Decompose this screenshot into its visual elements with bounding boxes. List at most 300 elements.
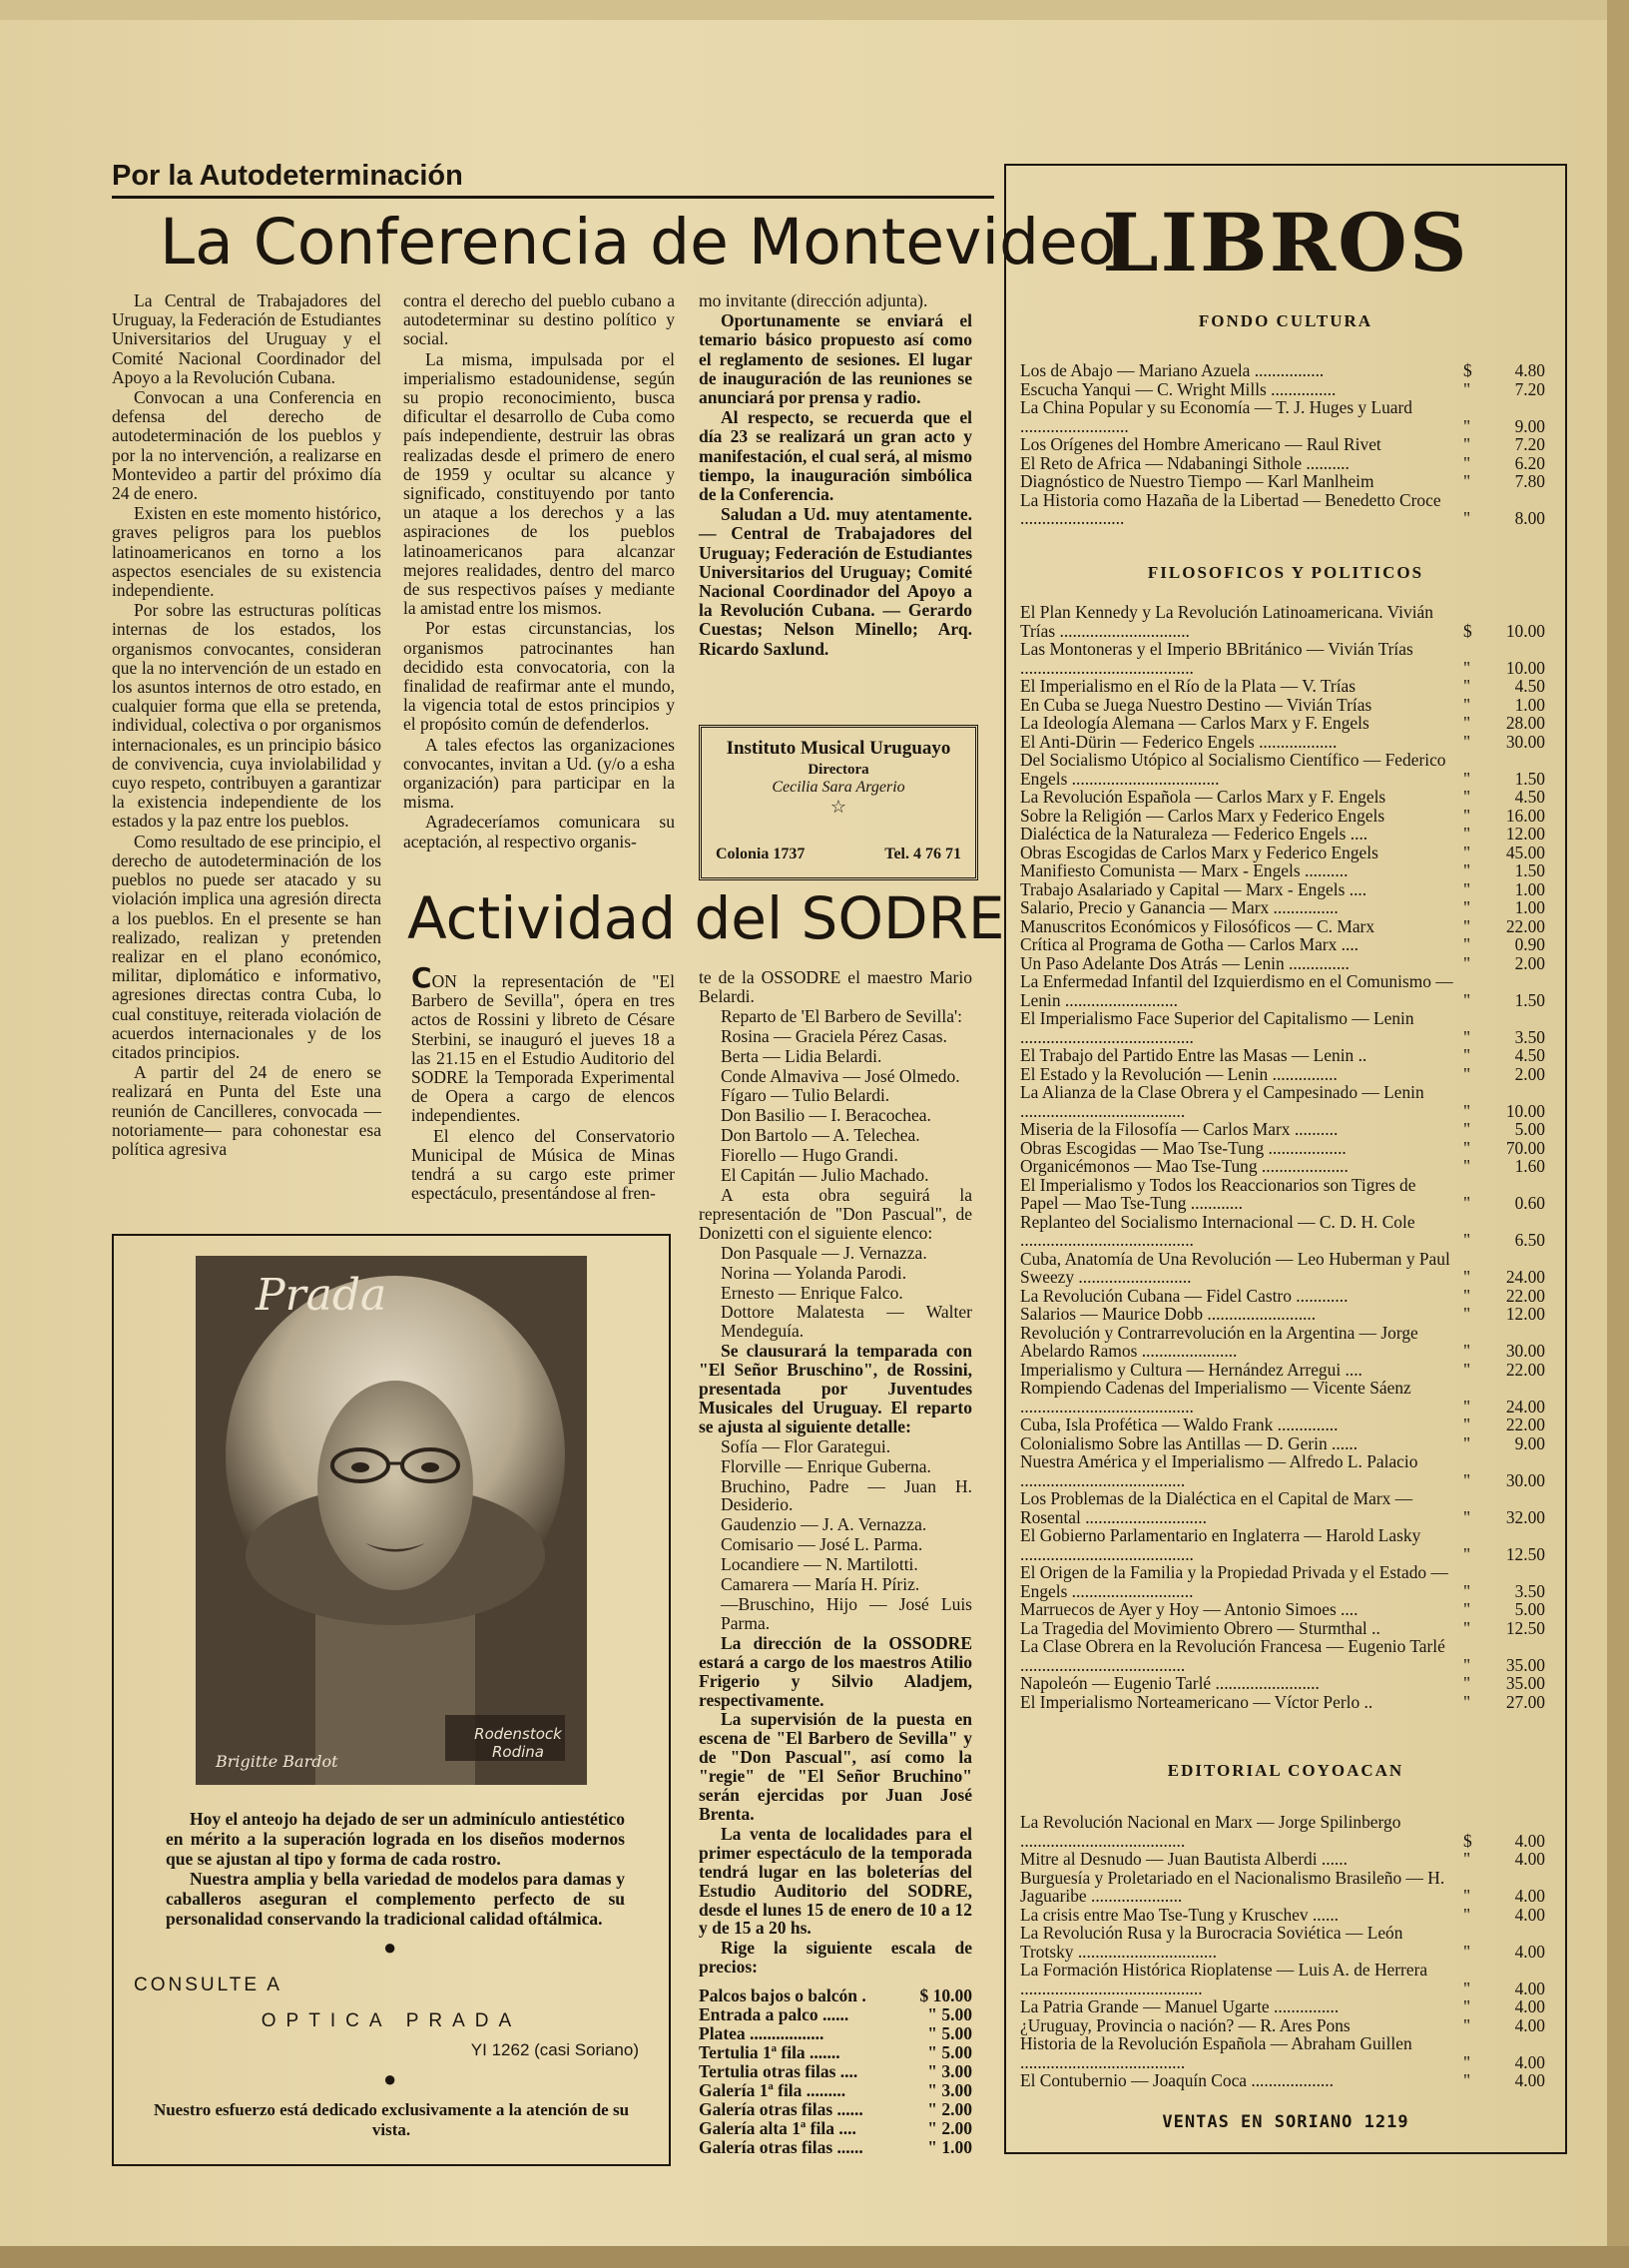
price-label: Palcos bajos o balcón . bbox=[699, 1985, 866, 2006]
price-amount: 4.00 bbox=[1514, 1978, 1545, 1998]
bottom-edge bbox=[0, 2246, 1629, 2268]
book-entry bbox=[1020, 454, 1545, 473]
currency-mark: $ bbox=[1463, 620, 1472, 641]
book-entry bbox=[1020, 1600, 1545, 1619]
currency-mark: " bbox=[1463, 1654, 1471, 1675]
price-value: " 5.00 bbox=[927, 2042, 972, 2063]
price-amount: 27.00 bbox=[1505, 1691, 1545, 1712]
right-edge bbox=[1607, 0, 1629, 2268]
price-label: Galería alta 1ª fila .... bbox=[699, 2118, 856, 2139]
book-entry bbox=[1020, 1434, 1545, 1453]
book-title: El Imperialismo y Todos los Reaccionarios son Tigres de Papel — Mao Tse-Tung ............ bbox=[1020, 1174, 1416, 1213]
book-price bbox=[1463, 954, 1545, 973]
price-amount: 6.50 bbox=[1514, 1230, 1545, 1250]
book-entry bbox=[1020, 954, 1545, 973]
price-amount: 9.00 bbox=[1514, 1432, 1545, 1453]
book-title: La Patria Grande — Manuel Ugarte ............... bbox=[1020, 1996, 1340, 2016]
book-title: Mitre al Desnudo — Juan Bautista Alberdi ...... bbox=[1020, 1849, 1348, 1869]
book-title: Escucha Yanqui — C. Wright Mills ............... bbox=[1020, 378, 1337, 399]
kicker: Por la Autodeterminación bbox=[112, 160, 463, 192]
price-amount: 4.00 bbox=[1514, 1941, 1545, 1962]
price-amount: 10.00 bbox=[1505, 1100, 1545, 1121]
currency-mark: " bbox=[1463, 378, 1471, 399]
price-amount: 8.00 bbox=[1514, 508, 1545, 528]
book-price bbox=[1463, 1508, 1545, 1527]
book-title: Manuscritos Económicos y Filosóficos — C. Marx bbox=[1020, 915, 1375, 936]
price-amount: 22.00 bbox=[1505, 1415, 1545, 1434]
paragraph: La dirección de la OSSODRE estará a cargo de los maestros Atilio Frigerio y Silvio Aladjem, respectivamente. bbox=[699, 1632, 972, 1710]
price-amount: 1.00 bbox=[1514, 694, 1545, 715]
paragraph: Al respecto, se recuerda que el día 23 se realizará un gran acto y manifestación, el cual será, al mismo tiempo, la inauguración simbólica de la Conferencia. bbox=[699, 407, 972, 505]
price-value: " 2.00 bbox=[927, 2118, 972, 2139]
currency-mark: " bbox=[1463, 1904, 1471, 1925]
price-row bbox=[699, 2081, 972, 2100]
book-entry bbox=[1020, 1065, 1545, 1084]
currency-mark: $ bbox=[1463, 1830, 1472, 1851]
price-amount: 45.00 bbox=[1505, 842, 1545, 862]
price-amount: 12.00 bbox=[1505, 824, 1545, 844]
book-entry bbox=[1020, 825, 1545, 844]
book-title: Los Problemas de la Dialéctica en el Capital de Marx — Rosental ............................ bbox=[1020, 1488, 1413, 1527]
currency-mark: " bbox=[1463, 1304, 1471, 1324]
currency-mark: " bbox=[1463, 434, 1471, 454]
book-title: Historia de la Revolución Española — Abraham Guillen ...................................... bbox=[1020, 2033, 1412, 2072]
price-amount: 4.50 bbox=[1514, 676, 1545, 696]
price-amount: 4.00 bbox=[1514, 1996, 1545, 2016]
currency-mark: " bbox=[1463, 452, 1471, 473]
currency-mark: " bbox=[1463, 1506, 1471, 1527]
price-amount: 22.00 bbox=[1505, 1359, 1545, 1380]
book-entry bbox=[1020, 1305, 1545, 1324]
cast-line: —Bruschino, Hijo — José Luis Parma. bbox=[721, 1594, 972, 1633]
book-title: La Alianza de la Clase Obrera y el Campesinado — Lenin ...................................... bbox=[1020, 1082, 1424, 1121]
book-price bbox=[1463, 1398, 1545, 1417]
price-label: Tertulia otras filas .... bbox=[699, 2061, 858, 2082]
instituto-phone: Tel. 4 76 71 bbox=[884, 846, 961, 862]
book-entry bbox=[1020, 1563, 1545, 1600]
book-title: La China Popular y su Economía — T. J. Huges y Luard ......................... bbox=[1020, 397, 1412, 436]
paragraph: Por estas circunstancias, los organismos patrocinantes han decidido esta convocatoria, con la finalidad de reafirmar ante el mundo, la vigencia total de estos principios y el propósito común de defenderlos. bbox=[403, 618, 675, 735]
book-price bbox=[1463, 917, 1545, 936]
book-price bbox=[1463, 788, 1545, 807]
book-entry bbox=[1020, 1287, 1545, 1306]
paragraph: Convocan a una Conferencia en defensa del derecho de autodeterminación de los pueblos y por la no intervención, a realizarse en Montevideo a partir del próximo día 24 de enero. bbox=[112, 387, 381, 504]
price-amount: 24.00 bbox=[1505, 1396, 1545, 1417]
price-amount: 30.00 bbox=[1505, 1341, 1545, 1361]
paragraph: A tales efectos las organizaciones convocantes, invitan a Ud. (y/o a esha organización) para participar en la misma. bbox=[403, 734, 675, 813]
cast-line: Don Basilio — I. Beracochea. bbox=[721, 1105, 931, 1126]
book-price bbox=[1463, 435, 1545, 454]
book-price bbox=[1463, 1102, 1545, 1121]
price-amount: 1.00 bbox=[1514, 878, 1545, 899]
book-entry bbox=[1020, 1526, 1545, 1563]
book-price bbox=[1463, 1287, 1545, 1306]
book-title: Las Montoneras y el Imperio BBritánico — Vivián Trías ........................................ bbox=[1020, 639, 1413, 678]
instituto-contact-row bbox=[716, 846, 961, 863]
book-entry bbox=[1020, 1693, 1545, 1712]
price-amount: 5.00 bbox=[1514, 1119, 1545, 1139]
currency-mark: $ bbox=[1463, 360, 1472, 380]
book-title: La Clase Obrera en la Revolución Francesa — Eugenio Tarlé ...................................... bbox=[1020, 1636, 1445, 1675]
price-amount: 22.00 bbox=[1505, 915, 1545, 936]
book-price bbox=[1463, 1139, 1545, 1158]
cast-line: Sofía — Flor Garategui. bbox=[721, 1435, 891, 1456]
book-title: Cuba, Anatomía de Una Revolución — Leo Huberman y Paul Sweezy .......................... bbox=[1020, 1248, 1450, 1287]
currency-mark: " bbox=[1463, 952, 1471, 973]
currency-mark: " bbox=[1463, 676, 1471, 696]
currency-mark: " bbox=[1463, 1193, 1471, 1213]
price-row bbox=[699, 1986, 972, 2005]
paragraph: Oportunamente se enviará el temario básico propuesto así como el reglamento de sesiones. El lugar de inauguración de las reuniones se anunciará por prensa y radio. bbox=[699, 310, 972, 408]
book-title: La Enfermedad Infantil del Izquierdismo en el Comunismo — Lenin .......................... bbox=[1020, 971, 1453, 1010]
book-price bbox=[1463, 1434, 1545, 1453]
book-entry bbox=[1020, 1139, 1545, 1158]
price-amount: 0.90 bbox=[1514, 934, 1545, 954]
currency-mark: " bbox=[1463, 1267, 1471, 1287]
book-price bbox=[1463, 1656, 1545, 1675]
paragraph: La venta de localidades para el primer espectáculo de la temporada tendrá lugar en las boleterías del Estudio Auditorio del SODRE, desde el lunes 15 de enero de 10 a 12 y de 15 a 20 hs. bbox=[699, 1823, 972, 1939]
paragraph: Rige la siguiente escala de precios: bbox=[699, 1938, 972, 1978]
book-entry bbox=[1020, 898, 1545, 917]
price-value: " 3.00 bbox=[927, 2061, 972, 2082]
book-price bbox=[1463, 1850, 1545, 1869]
currency-mark: " bbox=[1463, 1285, 1471, 1306]
cast-line: Gaudenzio — J. A. Vernazza. bbox=[721, 1514, 927, 1535]
book-entry bbox=[1020, 696, 1545, 715]
currency-mark: " bbox=[1463, 768, 1471, 789]
book-title: Replanteo del Socialismo Internacional — C. D. H. Cole ........................................ bbox=[1020, 1211, 1415, 1250]
price-value: $ 10.00 bbox=[919, 1985, 972, 2006]
portrait-image bbox=[196, 1256, 587, 1785]
price-amount: 4.00 bbox=[1514, 1830, 1545, 1851]
currency-mark: " bbox=[1463, 1941, 1471, 1962]
price-amount: 9.00 bbox=[1514, 415, 1545, 436]
price-amount: 4.50 bbox=[1514, 1045, 1545, 1065]
book-entry bbox=[1020, 2034, 1545, 2071]
currency-mark: " bbox=[1463, 694, 1471, 715]
paragraph: contra el derecho del pueblo cubano a autodeterminar su destino político y social. bbox=[403, 290, 675, 349]
paragraph: A partir del 24 de enero se realizará en Punta del Este una reunión de Cancilleres, convocada —notoriamente— para cohonestar esa política agresiva bbox=[112, 1062, 381, 1159]
book-title: El Origen de la Familia y la Propiedad Privada y el Estado — Engels ............................ bbox=[1020, 1562, 1448, 1601]
price-amount: 4.00 bbox=[1514, 2014, 1545, 2035]
price-label: Entrada a palco ...... bbox=[699, 2004, 849, 2025]
sodre-headline: Actividad del SODRE bbox=[407, 884, 1005, 952]
currency-mark: " bbox=[1463, 1100, 1471, 1121]
cast-line: Don Pasquale — J. Vernazza. bbox=[721, 1242, 927, 1263]
price-amount: 35.00 bbox=[1505, 1673, 1545, 1693]
currency-mark: " bbox=[1463, 2070, 1471, 2090]
book-entry bbox=[1020, 844, 1545, 862]
paragraph: A esta obra seguirá la representación de "Don Pascual", de Donizetti con el siguiente elenco: bbox=[699, 1184, 972, 1243]
book-price bbox=[1463, 509, 1545, 528]
price-amount: 2.00 bbox=[1514, 1063, 1545, 1084]
book-title: Un Paso Adelante Dos Atrás — Lenin .............. bbox=[1020, 952, 1350, 973]
book-title: La Revolución Cubana — Fidel Castro ............ bbox=[1020, 1285, 1349, 1306]
price-row bbox=[699, 2005, 972, 2024]
price-amount: 4.00 bbox=[1514, 1886, 1545, 1906]
book-entry bbox=[1020, 435, 1545, 454]
book-entry bbox=[1020, 398, 1545, 435]
book-price bbox=[1463, 1194, 1545, 1213]
currency-mark: " bbox=[1463, 1469, 1471, 1490]
instituto-directora: Cecilia Sara Argerio bbox=[772, 779, 905, 796]
book-price bbox=[1463, 1545, 1545, 1564]
optica-prada-ad bbox=[112, 1234, 671, 2166]
instituto-directora-label: Directora bbox=[808, 762, 869, 778]
currency-mark: " bbox=[1463, 860, 1471, 880]
book-title: El Imperialismo en el Río de la Plata — V. Trías bbox=[1020, 676, 1357, 696]
book-entry bbox=[1020, 1083, 1545, 1120]
price-label: Galería otras filas ...... bbox=[699, 2137, 863, 2158]
paragraph: El elenco del Conservatorio Municipal de Música de Minas tendrá a su cargo este primer espectáculo, presentándose al fren- bbox=[411, 1125, 675, 1204]
book-title: El Estado y la Revolución — Lenin ............... bbox=[1020, 1063, 1338, 1084]
book-price bbox=[1463, 1028, 1545, 1047]
price-amount: 1.50 bbox=[1514, 860, 1545, 880]
cast-line: Locandiere — N. Martilotti. bbox=[721, 1554, 918, 1575]
price-row bbox=[699, 2138, 972, 2157]
cast-line: Berta — Lidia Belardi. bbox=[721, 1045, 882, 1066]
book-entry bbox=[1020, 2071, 1545, 2090]
price-amount: 3.50 bbox=[1514, 1026, 1545, 1047]
book-entry bbox=[1020, 880, 1545, 899]
book-price bbox=[1463, 1600, 1545, 1619]
optica-address: YI 1262 (casi Soriano) bbox=[470, 2040, 639, 2059]
book-price bbox=[1463, 1361, 1545, 1380]
consulte-label: CONSULTE A bbox=[134, 1975, 282, 1995]
price-value: " 5.00 bbox=[927, 2004, 972, 2025]
price-amount: 70.00 bbox=[1505, 1137, 1545, 1158]
book-entry bbox=[1020, 1637, 1545, 1674]
prada-logo: Prada bbox=[256, 1270, 387, 1321]
book-title: Manifiesto Comunista — Marx - Engels .......... bbox=[1020, 860, 1349, 880]
photo-caption-brand: Rodenstock Rodina bbox=[474, 1725, 562, 1761]
sodre-column-2 bbox=[699, 968, 972, 2157]
book-entry bbox=[1020, 788, 1545, 807]
book-entry bbox=[1020, 972, 1545, 1009]
book-price bbox=[1463, 1693, 1545, 1712]
book-entry bbox=[1020, 1213, 1545, 1250]
currency-mark: " bbox=[1463, 713, 1471, 733]
book-title: Salarios — Maurice Dobb ......................... bbox=[1020, 1304, 1317, 1324]
book-entry bbox=[1020, 1176, 1545, 1213]
drop-cap: C bbox=[411, 961, 432, 994]
book-entry bbox=[1020, 472, 1545, 491]
book-entry bbox=[1020, 2016, 1545, 2035]
book-entry bbox=[1020, 1850, 1545, 1869]
book-entry bbox=[1020, 1009, 1545, 1046]
price-amount: 22.00 bbox=[1505, 1285, 1545, 1306]
price-amount: 7.20 bbox=[1514, 378, 1545, 399]
currency-mark: " bbox=[1463, 1617, 1471, 1638]
paragraph: Existen en este momento histórico, graves peligros para los pueblos latinoamericanos en torno a los aspectos esenciales de su existencia independiente. bbox=[112, 503, 381, 601]
book-entry bbox=[1020, 1906, 1545, 1925]
currency-mark: " bbox=[1463, 989, 1471, 1010]
price-amount: 2.00 bbox=[1514, 952, 1545, 973]
book-price bbox=[1463, 880, 1545, 899]
currency-mark: " bbox=[1463, 1026, 1471, 1047]
book-entry bbox=[1020, 1157, 1545, 1176]
book-entry bbox=[1020, 1869, 1545, 1906]
book-title: Diagnóstico de Nuestro Tiempo — Karl Manlheim bbox=[1020, 471, 1374, 491]
cast-line: Fígaro — Tulio Belardi. bbox=[721, 1085, 890, 1106]
paragraph: La misma, impulsada por el imperialismo estadounidense, según su propio reconocimiento, busca dificultar el desarrollo de Cuba como país independiente, destruir las obras realizadas desde el primero de enero de 1959 y ocultar su alcance y significado, constituyendo por tanto un ataque a los derechos y a las aspiraciones de los pueblos latinoamericanos para alcanzar mejores realidades, dentro del marco de sus respectivos países y mediante la amistad entre los mismos. bbox=[403, 348, 675, 619]
book-entry bbox=[1020, 1361, 1545, 1380]
book-title: Obras Escogidas — Mao Tse-Tung .................. bbox=[1020, 1137, 1347, 1158]
book-price bbox=[1463, 696, 1545, 715]
book-title: Imperialismo y Cultura — Hernández Arregui .... bbox=[1020, 1359, 1362, 1380]
book-price bbox=[1463, 1980, 1545, 1998]
section-heading: FILOSOFICOS Y POLITICOS bbox=[1147, 563, 1424, 582]
book-price bbox=[1463, 807, 1545, 826]
price-row bbox=[699, 2062, 972, 2081]
article1-column-2 bbox=[403, 291, 675, 852]
price-value: " 5.00 bbox=[927, 2023, 972, 2044]
currency-mark: " bbox=[1463, 657, 1471, 678]
book-price bbox=[1463, 714, 1545, 733]
price-amount: 5.00 bbox=[1514, 1599, 1545, 1619]
book-price bbox=[1463, 472, 1545, 491]
currency-mark: " bbox=[1463, 915, 1471, 936]
currency-mark: " bbox=[1463, 1415, 1471, 1434]
book-price bbox=[1463, 1046, 1545, 1065]
book-price bbox=[1463, 417, 1545, 436]
price-label: Galería otras filas ...... bbox=[699, 2099, 863, 2120]
book-price bbox=[1463, 825, 1545, 844]
book-entry bbox=[1020, 677, 1545, 696]
price-row bbox=[699, 2024, 972, 2043]
currency-mark: " bbox=[1463, 1432, 1471, 1453]
price-amount: 10.00 bbox=[1505, 620, 1545, 641]
paragraph: Agradeceríamos comunicara su aceptación, al respectivo organis- bbox=[403, 812, 675, 851]
star-icon: ☆ bbox=[829, 797, 847, 817]
book-title: Nuestra América y el Imperialismo — Alfredo L. Palacio ...................................... bbox=[1020, 1451, 1418, 1490]
sodre-lead-text: ON la representación de "El Barbero de Sevilla", ópera en tres actos de Rossini y libreto de Césare Sterbini, se inauguró el jueves 18 a las 21.15 en el Estudio Auditorio del SODRE la Temporada Experimental de Opera a cargo de elencos independientes. bbox=[411, 971, 675, 1126]
paragraph: La Central de Trabajadores del Uruguay, la Federación de Estudiantes Universitarios del Uruguay y el Comité Nacional Coordinador del Apoyo a la Revolución Cubana. bbox=[112, 290, 381, 387]
price-amount: 1.50 bbox=[1514, 768, 1545, 789]
book-price bbox=[1463, 2016, 1545, 2035]
currency-mark: " bbox=[1463, 508, 1471, 528]
paragraph: Como resultado de ese principio, el derecho de autodeterminación de los pueblos no puede ser atacado y su violación implica una agresión directa a los pueblos. En el presente se han realizado, realizan y pretenden realizar en el plano económico, militar, diplomático e informativo, agresiones directas contra Cuba, lo cual constituye, reiterada violación de acuerdos internacionales y de los citados principios. bbox=[112, 831, 381, 1062]
book-entry bbox=[1020, 380, 1545, 399]
book-price bbox=[1463, 1887, 1545, 1906]
price-amount: 0.60 bbox=[1514, 1193, 1545, 1213]
cast-line: Florville — Enrique Guberna. bbox=[721, 1455, 931, 1476]
ad-footer: Nuestro esfuerzo está dedicado exclusivamente a la atención de su vista. bbox=[153, 2100, 630, 2139]
book-title: La Revolución Española — Carlos Marx y F. Engels bbox=[1020, 787, 1386, 807]
section-heading: FONDO CULTURA bbox=[1198, 311, 1373, 330]
currency-mark: " bbox=[1463, 878, 1471, 899]
book-price bbox=[1463, 1231, 1545, 1250]
currency-mark: " bbox=[1463, 1978, 1471, 1998]
top-edge bbox=[0, 0, 1629, 20]
book-title: El Reto de Africa — Ndabaningi Sithole .......... bbox=[1020, 452, 1350, 473]
price-label: Platea ................. bbox=[699, 2023, 824, 2044]
book-entry bbox=[1020, 1619, 1545, 1638]
cast-line: Dottore Malatesta — Walter Mendeguía. bbox=[721, 1302, 972, 1342]
cast-line: Bruchino, Padre — Juan H. Desiderio. bbox=[721, 1475, 972, 1515]
price-amount: 24.00 bbox=[1505, 1267, 1545, 1287]
price-row bbox=[699, 2119, 972, 2138]
book-price bbox=[1463, 622, 1545, 641]
currency-mark: " bbox=[1463, 1396, 1471, 1417]
price-amount: 4.00 bbox=[1514, 1849, 1545, 1869]
cast-line: Don Bartolo — A. Telechea. bbox=[721, 1125, 920, 1146]
currency-mark: " bbox=[1463, 824, 1471, 844]
book-price bbox=[1463, 844, 1545, 862]
book-title: El Plan Kennedy y La Revolución Latinoamericana. Vivián Trías .............................. bbox=[1020, 602, 1433, 641]
currency-mark: " bbox=[1463, 1691, 1471, 1712]
bullet-icon: ● bbox=[383, 1935, 397, 1960]
book-title: Colonialismo Sobre las Antillas — D. Gerin ...... bbox=[1020, 1432, 1358, 1453]
book-title: ¿Uruguay, Provincia o nación? — R. Ares Pons bbox=[1020, 2014, 1351, 2035]
currency-mark: " bbox=[1463, 1230, 1471, 1250]
book-price bbox=[1463, 1943, 1545, 1962]
cast-line: Ernesto — Enrique Falco. bbox=[721, 1282, 903, 1303]
cast-line: Norina — Yolanda Parodi. bbox=[721, 1262, 907, 1283]
instituto-musical-ad bbox=[699, 725, 978, 880]
book-title: En Cuba se Juega Nuestro Destino — Vivián Trías bbox=[1020, 694, 1372, 715]
currency-mark: " bbox=[1463, 1137, 1471, 1158]
book-entry bbox=[1020, 917, 1545, 936]
book-price bbox=[1463, 1997, 1545, 2016]
price-value: " 1.00 bbox=[927, 2137, 972, 2158]
currency-mark: " bbox=[1463, 1063, 1471, 1084]
sodre-column-1 bbox=[411, 961, 675, 1204]
currency-mark: " bbox=[1463, 805, 1471, 826]
book-entry bbox=[1020, 861, 1545, 880]
cast-line: Conde Almaviva — José Olmedo. bbox=[721, 1065, 960, 1086]
price-amount: 12.50 bbox=[1505, 1617, 1545, 1638]
book-title: Marruecos de Ayer y Hoy — Antonio Simoes .... bbox=[1020, 1599, 1358, 1619]
book-title: Burguesía y Proletariado en el Nacionalismo Brasileño — H. Jaguaribe ..................... bbox=[1020, 1867, 1445, 1906]
book-price bbox=[1463, 1471, 1545, 1490]
price-amount: 1.60 bbox=[1514, 1156, 1545, 1176]
currency-mark: " bbox=[1463, 1673, 1471, 1693]
price-row bbox=[699, 2100, 972, 2119]
book-title: El Imperialismo Face Superior del Capitalismo — Lenin ........................................ bbox=[1020, 1008, 1414, 1047]
book-price bbox=[1463, 2053, 1545, 2072]
book-entry bbox=[1020, 1813, 1545, 1850]
price-amount: 12.00 bbox=[1505, 1304, 1545, 1324]
price-amount: 16.00 bbox=[1505, 805, 1545, 826]
book-price bbox=[1463, 991, 1545, 1010]
price-amount: 1.00 bbox=[1514, 897, 1545, 917]
book-entry bbox=[1020, 733, 1545, 752]
paragraph: Se clausurará la temparada con "El Señor Bruschino", de Rossini, presentada por Juventudes Musicales del Uruguay. El reparto se ajusta al siguiente detalle: bbox=[699, 1341, 972, 1436]
bullet-icon: ● bbox=[383, 2066, 397, 2091]
price-amount: 35.00 bbox=[1505, 1654, 1545, 1675]
book-title: Cuba, Isla Profética — Waldo Frank .............. bbox=[1020, 1415, 1339, 1434]
book-title: El Anti-Dürin — Federico Engels .................. bbox=[1020, 731, 1338, 752]
book-title: La Revolución Rusa y la Burocracia Soviética — León Trotsky ................................ bbox=[1020, 1923, 1403, 1962]
price-value: " 2.00 bbox=[927, 2099, 972, 2120]
currency-mark: " bbox=[1463, 1341, 1471, 1361]
book-list-filosoficos bbox=[1020, 603, 1545, 1711]
price-amount: 30.00 bbox=[1505, 1469, 1545, 1490]
book-entry bbox=[1020, 361, 1545, 380]
book-price bbox=[1463, 1120, 1545, 1139]
book-entry bbox=[1020, 491, 1545, 528]
book-price bbox=[1463, 935, 1545, 954]
price-row bbox=[699, 2043, 972, 2062]
book-price bbox=[1463, 1674, 1545, 1693]
price-amount: 10.00 bbox=[1505, 657, 1545, 678]
price-amount: 30.00 bbox=[1505, 731, 1545, 752]
currency-mark: " bbox=[1463, 897, 1471, 917]
advert-copy bbox=[166, 1809, 625, 1929]
currency-mark: " bbox=[1463, 471, 1471, 491]
book-title: Sobre la Religión — Carlos Marx y Federico Engels bbox=[1020, 805, 1385, 826]
